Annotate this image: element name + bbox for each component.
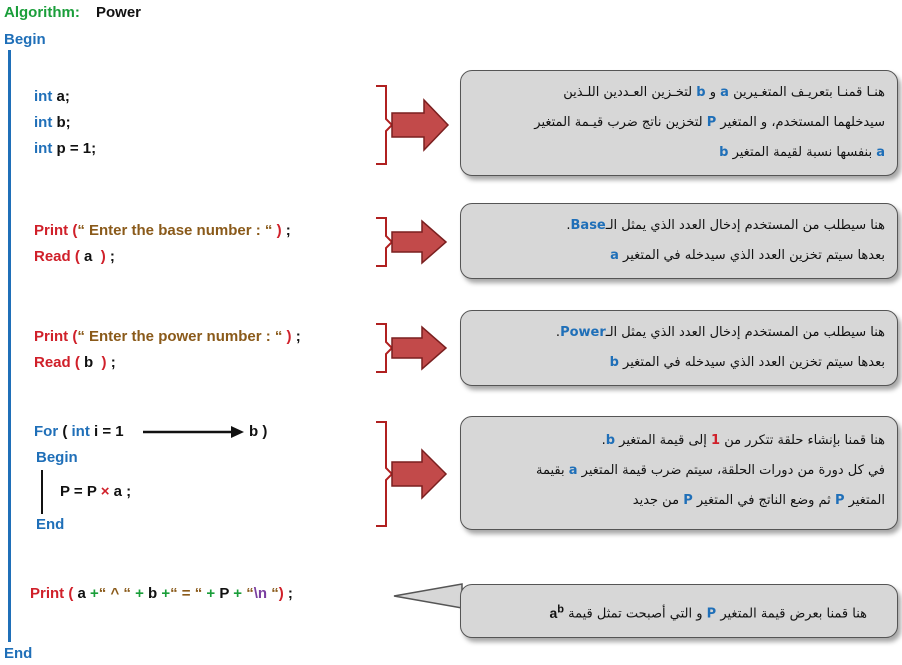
algorithm-name: Power xyxy=(96,4,142,21)
decl-line-a: int a; xyxy=(34,88,70,105)
bracket-arrow-1 xyxy=(372,80,452,170)
loop-end: End xyxy=(36,516,65,533)
loop-range-arrow xyxy=(143,424,245,440)
note2-line1: هنا سيطلب من المستخدم إدخال العدد الذي يمثل الـBase. xyxy=(566,218,885,233)
read-a-line: Read ( a ) ; xyxy=(34,248,115,265)
bracket-arrow-4 xyxy=(372,418,452,530)
power-base: a xyxy=(549,604,558,621)
loop-block-line xyxy=(41,470,43,514)
note2-line2: بعدها سيتم تخزين العدد الذي سيدخله في المتغير a xyxy=(610,248,885,263)
for-line: For ( int i = 1 xyxy=(34,423,124,440)
power-exponent: b xyxy=(557,603,564,615)
bracket-arrow-2 xyxy=(372,212,452,272)
decl-line-p: int p = 1; xyxy=(34,140,97,157)
algorithm-label: Algorithm: xyxy=(4,4,80,21)
note1-line2: سيدخلهما المستخدم، و المتغير P لتخزين ناتج ضرب قيـمة المتغير xyxy=(534,115,885,130)
note3-line1: هنا سيطلب من المستخدم إدخال العدد الذي يمثل الـPower. xyxy=(555,325,885,340)
print-base-line: Print (“ Enter the base number : “ ) ; xyxy=(34,222,291,239)
note-box-loop xyxy=(460,416,898,530)
note5-line1: هنا قمنا بعرض قيمة المتغير P و التي أصبحت تمثل قيمة $a^b$ xyxy=(549,603,867,622)
print-result-line: Print ( a +“ ^ “ + b +“ = “ + P + “\n “) ; xyxy=(30,585,293,602)
loop-begin: Begin xyxy=(36,449,78,466)
note-box-power xyxy=(460,310,898,386)
end-label: End xyxy=(4,645,33,662)
print-power-line: Print (“ Enter the power number : “ ) ; xyxy=(34,328,301,345)
for-limit: b ) xyxy=(249,423,268,440)
loop-body: P = P × a ; xyxy=(60,483,132,500)
note4-line3: المتغير P ثم وضع الناتج في المتغير P من جديد xyxy=(632,493,885,508)
note4-line2: في كل دورة من دورات الحلقة، سيتم ضرب قيمة المتغير a بقيمة xyxy=(535,463,885,478)
decl-line-b: int b; xyxy=(34,114,71,131)
note-box-result xyxy=(460,584,898,638)
begin-label: Begin xyxy=(4,31,46,48)
read-b-line: Read ( b ) ; xyxy=(34,354,116,371)
bracket-arrow-3 xyxy=(372,318,452,378)
note1-line1: هنـا قمنـا بتعريـف المتغـيرين a و b لتخـزين العـددين اللـذين xyxy=(563,85,885,100)
note1-line3: a بنفسها نسبة لقيمة المتغير b xyxy=(719,145,885,160)
note3-line2: بعدها سيتم تخزين العدد الذي سيدخله في المتغير b xyxy=(609,355,885,370)
note4-line1: هنا قمنا بإنشاء حلقة تتكرر من 1 إلى قيمة المتغير b. xyxy=(601,433,885,448)
note-box-declarations xyxy=(460,70,898,176)
note-box-base xyxy=(460,203,898,279)
main-block-line xyxy=(8,50,11,642)
